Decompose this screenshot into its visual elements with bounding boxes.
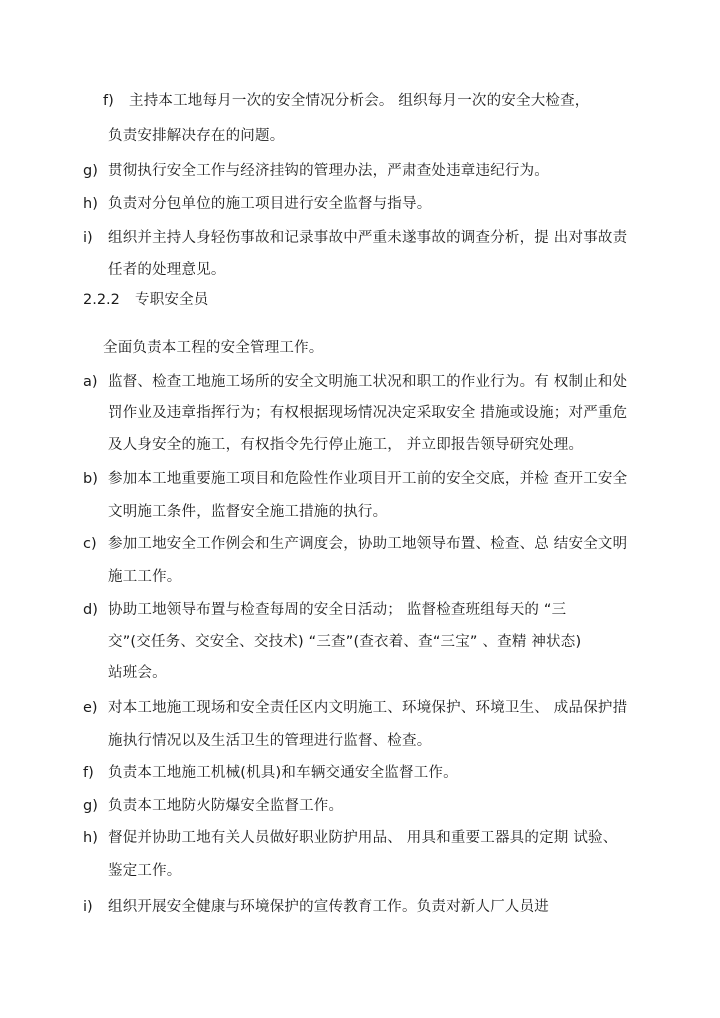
list-item-text: 组织开展安全健康与环境保护的宣传教育工作。负责对新人厂人员进 xyxy=(108,899,549,915)
list-item-text: 施工工作。 xyxy=(108,569,182,585)
list-item-text: 贯彻执行安全工作与经济挂钩的管理办法，严肃查处违章违纪行为。 xyxy=(108,163,549,179)
list-item-text: 负责本工地防火防爆安全监督工作。 xyxy=(108,798,344,814)
list-marker: f) xyxy=(83,765,94,781)
list-item-text: 主持本工地每月一次的安全情况分析会。 组织每月一次的安全大检查， xyxy=(129,93,590,109)
list-item-text: 负责安排解决存在的问题。 xyxy=(108,128,285,144)
list-marker: c) xyxy=(83,536,97,552)
list-item-text: 负责本工地施工机械(机具)和车辆交通安全监督工作。 xyxy=(108,765,458,781)
list-marker: g) xyxy=(83,798,98,814)
list-marker: i) xyxy=(83,899,93,915)
intro-paragraph: 全面负责本工程的安全管理工作。 xyxy=(103,340,324,356)
section-title: 专职安全员 xyxy=(135,292,209,308)
list-item-text: 监督、检查工地施工场所的安全文明施工状况和职工的作业行为。有 权制止和处 xyxy=(108,374,628,390)
list-marker: i) xyxy=(83,230,93,246)
section-number: 2.2.2 xyxy=(83,292,120,308)
list-item-text: 负责对分包单位的施工项目进行安全监督与指导。 xyxy=(108,196,432,212)
list-item-text: 鉴定工作。 xyxy=(108,863,182,879)
list-item-text: 督促并协助工地有关人员做好职业防护用品、 用具和重要工器具的定期 试验、 xyxy=(108,830,618,846)
list-item-text: 罚作业及违章指挥行为；有权根据现场情况决定采取安全 措施或设施；对严重危 xyxy=(108,405,628,421)
list-item-text: 任者的处理意见。 xyxy=(108,262,226,278)
list-item-text: 协助工地领导布置与检查每周的安全日活动； 监督检查班组每天的 “三 xyxy=(108,602,567,618)
list-item-text: 站班会。 xyxy=(108,665,167,681)
list-item-text: 参加本工地重要施工项目和危险性作业项目开工前的安全交底，并检 查开工安全 xyxy=(108,471,628,487)
list-item-text: 施执行情况以及生活卫生的管理进行监督、检查。 xyxy=(108,733,432,749)
list-marker: d) xyxy=(83,602,98,618)
list-item-text: 文明施工条件，监督安全施工措施的执行。 xyxy=(108,504,388,520)
list-item-text: 组织并主持人身轻伤事故和记录事故中严重未遂事故的调查分析，提 出对事故责 xyxy=(108,230,628,246)
list-item-text: 对本工地施工现场和安全责任区内文明施工、环境保护、环境卫生、 成品保护措 xyxy=(108,700,628,716)
list-marker: b) xyxy=(83,471,98,487)
list-item-text: 及人身安全的施工，有权指令先行停止施工， 并立即报告领导研究处理。 xyxy=(108,437,584,453)
list-marker: a) xyxy=(83,374,98,390)
list-marker: f) xyxy=(103,93,114,109)
list-marker: h) xyxy=(83,830,98,846)
list-item-text: 交”(交任务、交安全、交技术) “三查”(查衣着、查“三宝” 、查精 神状态) xyxy=(108,634,582,650)
list-marker: e) xyxy=(83,700,98,716)
list-marker: g) xyxy=(83,163,98,179)
list-item-text: 参加工地安全工作例会和生产调度会，协助工地领导布置、检查、总 结安全文明 xyxy=(108,536,628,552)
list-marker: h) xyxy=(83,196,98,212)
